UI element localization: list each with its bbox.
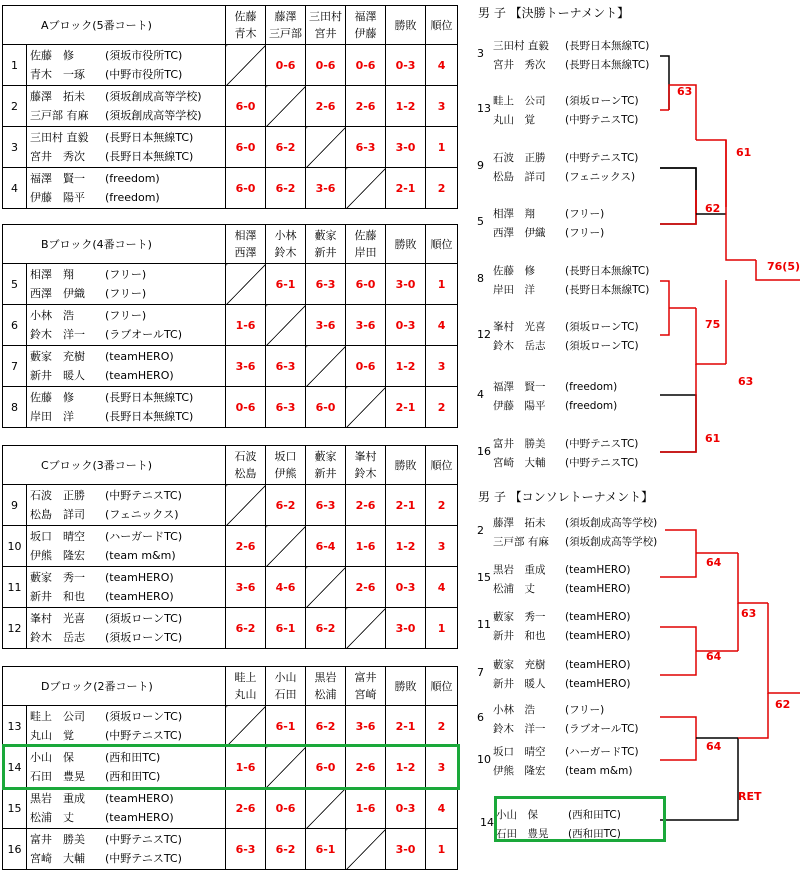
bracket-line [660,425,696,452]
score-cell: 6-2 [306,706,346,747]
block-title: Dブロック(2番コート) [3,667,226,706]
bracket-line [660,395,696,452]
bracket-line [660,56,669,110]
player-club: (中野テニスTC) [105,489,182,502]
player-name: 伊藤 陽平 [30,191,85,204]
rank-value: 1 [426,264,458,305]
seed-number: 4 [477,388,484,401]
opponent-header: 佐藤 青木 [226,6,266,45]
consolation-tournament-title: 男 子 【コンソレトーナメント】 [478,490,654,504]
player-name: 坂口 晴空 [30,530,85,543]
bracket-line [756,260,800,280]
win-loss-record: 1-2 [386,526,426,567]
player-club: (中野テニスTC) [105,729,182,742]
win-loss-record: 2-1 [386,706,426,747]
win-loss-record: 3-0 [386,127,426,168]
player-club: (フリー) [565,227,605,239]
player-club: (ラブオールTC) [105,328,183,341]
score-cell: 6-3 [346,127,386,168]
score-cell: 0-6 [266,45,306,86]
player-club: (長野日本無線TC) [565,265,650,277]
player-club: (teamHERO) [105,590,174,603]
win-loss-header: 勝敗 [386,446,426,485]
rank-value: 1 [426,829,458,870]
score-cell: 2-6 [346,485,386,526]
player-club: (中野テニスTC) [565,152,639,164]
player-name: 鈴木 洋一 [493,723,546,735]
player-club: (長野日本無線TC) [105,410,194,423]
rank-value: 2 [426,706,458,747]
score-cell: 6-0 [306,387,346,428]
score-cell: 6-1 [266,608,306,649]
bracket-score: 64 [706,740,722,753]
player-club: (西和田TC) [105,751,161,764]
seed-number: 8 [477,272,484,285]
win-loss-record: 3-0 [386,829,426,870]
player-name: 松浦 丈 [30,811,74,824]
rank-value: 4 [426,567,458,608]
opponent-header: 藤澤 三戸部 [266,6,306,45]
score-cell: 6-2 [266,485,306,526]
opponent-header: 相澤 西澤 [226,225,266,264]
player-name: 峯村 光喜 [493,321,546,333]
seed-number: 16 [477,445,491,458]
player-club: (teamHERO) [565,630,631,642]
score-cell: 3-6 [346,706,386,747]
player-name: 三田村 直毅 [30,131,89,144]
player-club: (西和田TC) [105,770,161,783]
player-name: 石田 豊晃 [30,770,85,783]
player-name: 藪家 秀一 [493,611,546,623]
player-name: 黒岩 重成 [493,564,546,576]
entry-number: 16 [3,829,27,870]
player-name: 鈴木 洋一 [30,328,85,341]
rank-header: 順位 [426,446,458,485]
seed-number: 2 [477,524,484,537]
win-loss-record: 0-3 [386,567,426,608]
seed-number: 13 [477,102,491,115]
entry-number: 12 [3,608,27,649]
player-club: (長野日本無線TC) [105,391,194,404]
score-cell: 6-0 [226,86,266,127]
score-cell: 3-6 [226,567,266,608]
player-name: 藤澤 拓未 [30,90,85,103]
rank-value: 2 [426,387,458,428]
player-name: 鈴木 岳志 [493,340,546,352]
seed-number: 9 [477,159,484,172]
entry-number: 9 [3,485,27,526]
player-name: 宮崎 大輔 [493,457,546,469]
player-club: (須坂ローンTC) [105,710,183,723]
bracket-line [660,168,696,224]
bracket-score: 61 [736,146,752,159]
player-club: (長野日本無線TC) [565,40,650,52]
player-club: (中野テニスTC) [105,833,182,846]
score-cell: 0-6 [266,788,306,829]
player-name: 松島 詳司 [30,508,85,521]
win-loss-record: 1-2 [386,346,426,387]
bracket-line [660,530,696,577]
score-cell: 6-2 [266,829,306,870]
win-loss-record: 2-1 [386,387,426,428]
player-club: (teamHERO) [565,678,631,690]
player-club: (フリー) [105,268,147,281]
score-cell: 3-6 [306,305,346,346]
player-name: 新井 暖人 [493,678,546,690]
player-name: 石波 正勝 [30,489,85,502]
player-club: (team m&m) [565,765,633,777]
entry-number: 7 [3,346,27,387]
score-cell: 3-6 [306,168,346,209]
player-name: 富井 勝美 [30,833,85,846]
score-cell: 6-2 [306,608,346,649]
player-club: (西和田TC) [568,809,621,821]
rank-value: 3 [426,346,458,387]
entry-number: 11 [3,567,27,608]
seed-number: 5 [477,215,484,228]
player-name: 畦上 公司 [493,95,546,107]
player-name: 松島 詳司 [493,171,546,183]
opponent-header: 福澤 伊藤 [346,6,386,45]
win-loss-record: 2-1 [386,168,426,209]
player-club: (ハーガードTC) [105,530,183,543]
player-club: (freedom) [565,400,618,412]
opponent-header: 黒岩 松浦 [306,667,346,706]
player-name: 新井 和也 [493,630,546,642]
player-name: 青木 一琢 [30,68,85,81]
bracket-line [696,140,726,207]
score-cell: 1-6 [346,788,386,829]
bracket-line [768,603,800,693]
entry-number: 4 [3,168,27,209]
seed-number: 15 [477,571,491,584]
seed-number: 6 [477,711,484,724]
opponent-header: 佐藤 岸田 [346,225,386,264]
score-cell: 6-4 [306,526,346,567]
bracket-line [660,717,696,760]
entry-number: 15 [3,788,27,829]
player-name: 宮崎 大輔 [30,852,85,865]
player-club: (teamHERO) [105,350,174,363]
score-cell: 2-6 [346,86,386,127]
score-cell: 6-0 [226,168,266,209]
bracket-line [660,168,696,190]
player-name: 松浦 丈 [493,583,535,595]
win-loss-record: 0-3 [386,788,426,829]
rank-value: 3 [426,86,458,127]
score-cell: 2-6 [306,86,346,127]
seed-number: 10 [477,753,491,766]
opponent-header: 坂口 伊熊 [266,446,306,485]
player-club: (須坂創成高等学校) [565,517,658,529]
rank-value: 1 [426,127,458,168]
win-loss-header: 勝敗 [386,225,426,264]
player-name: 富井 勝美 [493,438,546,450]
player-name: 新井 和也 [30,590,85,603]
win-loss-record: 1-2 [386,747,426,788]
player-name: 西澤 伊織 [30,287,85,300]
rank-value: 2 [426,485,458,526]
player-name: 伊藤 陽平 [493,400,546,412]
score-cell: 1-6 [226,305,266,346]
player-name: 佐藤 修 [30,391,74,404]
entry-number: 8 [3,387,27,428]
player-club: (須坂ローンTC) [565,321,639,333]
score-cell: 6-1 [266,264,306,305]
win-loss-record: 1-2 [386,86,426,127]
opponent-header: 小山 石田 [266,667,306,706]
player-club: (フリー) [105,287,147,300]
block-title: Aブロック(5番コート) [3,6,226,45]
player-name: 福澤 賢一 [30,172,85,185]
player-club: (フリー) [105,309,147,322]
score-cell: 6-3 [266,346,306,387]
score-cell: 2-6 [346,747,386,788]
player-name: 坂口 晴空 [493,746,546,758]
player-club: (中野テニスTC) [105,852,182,865]
score-cell: 6-3 [306,485,346,526]
bracket-line [696,308,726,364]
score-cell: 3-6 [226,346,266,387]
final-tournament-title: 男 子 【決勝トーナメント】 [478,6,630,20]
player-name: 伊熊 隆宏 [493,765,546,777]
player-name: 佐藤 修 [30,49,74,62]
opponent-header: 三田村 宮井 [306,6,346,45]
player-club: (須坂創成高等学校) [565,536,658,548]
player-club: (teamHERO) [105,369,174,382]
player-club: (ハーガードTC) [565,746,639,758]
score-cell: 6-2 [226,608,266,649]
player-name: 藪家 充樹 [493,659,546,671]
rank-value: 2 [426,168,458,209]
win-loss-header: 勝敗 [386,667,426,706]
player-name: 相澤 翔 [30,268,74,281]
player-club: (teamHERO) [105,811,174,824]
score-cell: 6-3 [306,264,346,305]
player-name: 小林 浩 [493,704,535,716]
rank-header: 順位 [426,225,458,264]
opponent-header: 畦上 丸山 [226,667,266,706]
player-name: 岸田 洋 [493,284,535,296]
rank-value: 1 [426,608,458,649]
entry-number: 13 [3,706,27,747]
seed-number: 7 [477,666,484,679]
bracket-line [660,190,696,224]
player-name: 黒岩 重成 [30,792,85,805]
player-club: (teamHERO) [105,792,174,805]
player-name: 藪家 秀一 [30,571,85,584]
entry-number: 1 [3,45,27,86]
score-cell: 2-6 [226,526,266,567]
score-cell: 6-1 [306,829,346,870]
rank-value: 3 [426,747,458,788]
player-name: 石田 豊晃 [496,828,549,840]
bracket-line [660,281,669,335]
win-loss-record: 3-0 [386,608,426,649]
player-club: (中野テニスTC) [565,114,639,126]
rank-header: 順位 [426,6,458,45]
player-club: (須坂ローンTC) [105,612,183,625]
player-name: 藤澤 拓未 [493,517,546,529]
seed-number: 14 [480,816,494,829]
player-club: (須坂ローンTC) [565,95,639,107]
opponent-header: 富井 宮崎 [346,667,386,706]
bracket-line [660,738,738,820]
seed-number: 12 [477,328,491,341]
rank-value: 4 [426,45,458,86]
player-club: (西和田TC) [568,828,621,840]
score-cell: 0-6 [346,45,386,86]
player-club: (須坂創成高等学校) [105,109,202,122]
seed-number: 3 [477,47,484,60]
player-club: (須坂ローンTC) [105,631,183,644]
player-club: (中野テニスTC) [565,438,639,450]
score-cell: 3-6 [346,305,386,346]
player-name: 三戸部 有麻 [30,109,89,122]
player-name: 伊熊 隆宏 [30,549,85,562]
bracket-score: 61 [705,432,721,445]
bracket-score: RET [738,790,762,803]
player-club: (フェニックス) [565,171,636,183]
player-name: 宮井 秀次 [30,150,85,163]
player-name: 丸山 覚 [30,729,74,742]
bracket-line [738,693,768,738]
win-loss-record: 2-1 [386,485,426,526]
score-cell: 1-6 [346,526,386,567]
player-club: (teamHERO) [565,564,631,576]
win-loss-record: 3-0 [386,264,426,305]
rank-value: 4 [426,305,458,346]
player-club: (長野日本無線TC) [105,131,194,144]
bracket-score: 75 [705,318,721,331]
win-loss-record: 0-3 [386,305,426,346]
player-name: 小山 保 [496,809,538,821]
player-name: 三田村 直毅 [493,40,549,52]
opponent-header: 小林 鈴木 [266,225,306,264]
player-club: (須坂ローンTC) [565,340,639,352]
seed-number: 11 [477,618,491,631]
bracket-score: 63 [677,85,693,98]
player-club: (teamHERO) [105,571,174,584]
bracket-line [669,85,696,140]
bracket-line [660,627,696,675]
entry-number: 10 [3,526,27,567]
player-club: (須坂市役所TC) [105,49,183,62]
player-club: (長野日本無線TC) [565,59,650,71]
player-club: (フェニックス) [105,508,179,521]
block-title: Bブロック(4番コート) [3,225,226,264]
win-loss-header: 勝敗 [386,6,426,45]
player-club: (長野日本無線TC) [565,284,650,296]
player-name: 福澤 賢一 [493,381,546,393]
bracket-line [738,553,768,603]
entry-number: 14 [3,747,27,788]
player-club: (中野テニスTC) [565,457,639,469]
score-cell: 0-6 [346,346,386,387]
score-cell: 6-3 [226,829,266,870]
score-cell: 2-6 [226,788,266,829]
player-club: (フリー) [565,704,605,716]
player-club: (team m&m) [105,549,176,562]
score-cell: 0-6 [226,387,266,428]
entry-number: 2 [3,86,27,127]
player-club: (須坂創成高等学校) [105,90,202,103]
player-name: 宮井 秀次 [493,59,546,71]
entry-number: 6 [3,305,27,346]
player-name: 新井 暖人 [30,369,85,382]
opponent-header: 藪家 新井 [306,225,346,264]
score-cell: 6-1 [266,706,306,747]
highlight-box-consolation [494,796,666,842]
player-club: (teamHERO) [565,583,631,595]
bracket-score: 76(5) [767,260,801,273]
player-name: 畦上 公司 [30,710,85,723]
player-name: 小林 浩 [30,309,74,322]
rank-value: 4 [426,788,458,829]
entry-number: 5 [3,264,27,305]
opponent-header: 藪家 新井 [306,446,346,485]
player-name: 鈴木 岳志 [30,631,85,644]
player-club: (teamHERO) [565,659,631,671]
score-cell: 0-6 [306,45,346,86]
bracket-score: 62 [705,202,721,215]
win-loss-record: 0-3 [386,45,426,86]
score-cell: 6-0 [226,127,266,168]
bracket-score: 64 [706,650,722,663]
player-club: (中野市役所TC) [105,68,183,81]
player-name: 西澤 伊織 [493,227,546,239]
entry-number: 3 [3,127,27,168]
player-club: (freedom) [105,191,160,204]
rank-value: 3 [426,526,458,567]
player-name: 岸田 洋 [30,410,74,423]
bracket-score: 64 [706,556,722,569]
player-club: (長野日本無線TC) [105,150,194,163]
player-name: 小山 保 [30,751,74,764]
player-name: 峯村 光喜 [30,612,85,625]
score-cell: 6-2 [266,168,306,209]
score-cell: 2-6 [346,567,386,608]
score-cell: 6-3 [266,387,306,428]
player-name: 丸山 覚 [493,114,535,126]
player-club: (freedom) [105,172,160,185]
score-cell: 6-2 [266,127,306,168]
opponent-header: 峯村 鈴木 [346,446,386,485]
bracket-score: 63 [738,375,754,388]
player-club: (freedom) [565,381,618,393]
score-cell: 6-0 [346,264,386,305]
player-club: (フリー) [565,208,605,220]
score-cell: 1-6 [226,747,266,788]
block-title: Cブロック(3番コート) [3,446,226,485]
bracket-score: 63 [741,607,757,620]
bracket-score: 62 [775,698,791,711]
opponent-header: 石波 松島 [226,446,266,485]
player-club: (teamHERO) [565,611,631,623]
player-name: 相澤 翔 [493,208,535,220]
rank-header: 順位 [426,667,458,706]
player-name: 三戸部 有麻 [493,536,549,548]
player-name: 佐藤 修 [493,265,535,277]
score-cell: 6-0 [306,747,346,788]
score-cell: 4-6 [266,567,306,608]
player-name: 藪家 充樹 [30,350,85,363]
bracket-line [726,140,756,260]
player-club: (ラブオールTC) [565,723,639,735]
player-name: 石波 正勝 [493,152,546,164]
